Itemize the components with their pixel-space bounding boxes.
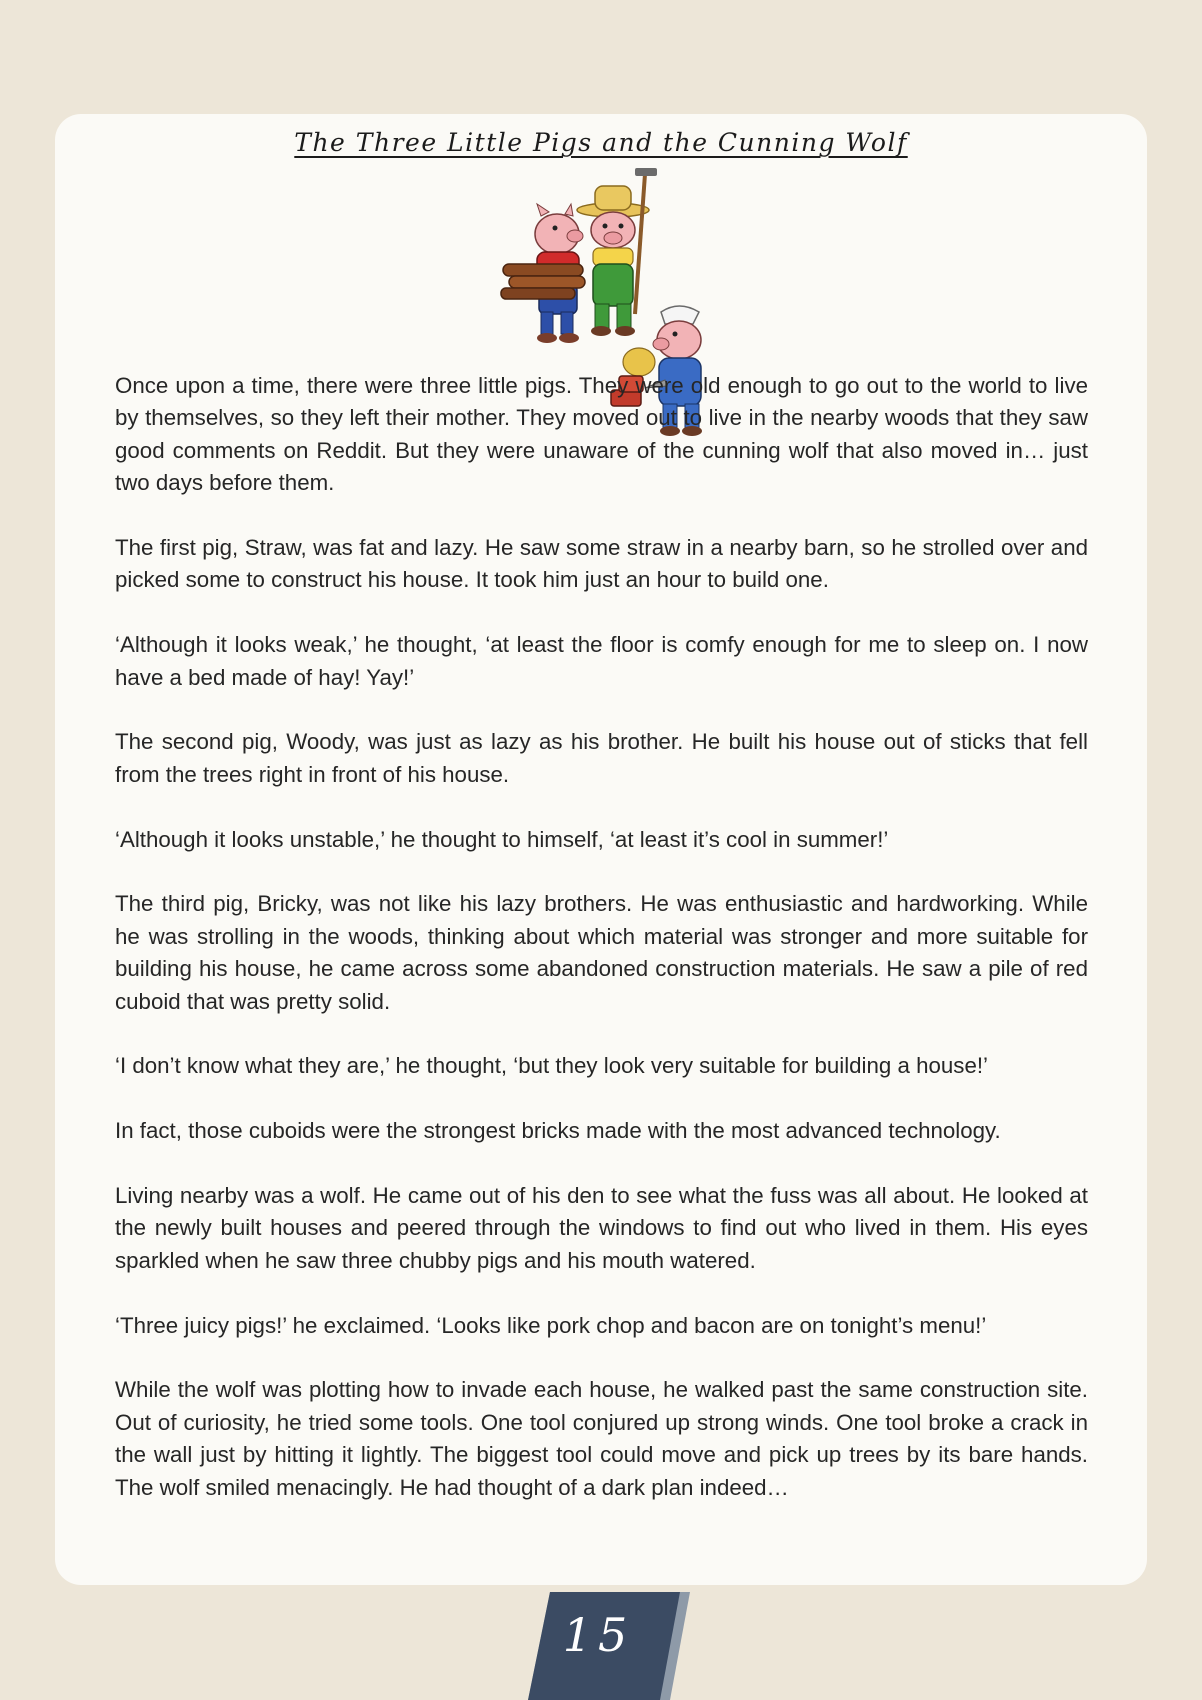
story-paragraph: ‘Three juicy pigs!’ he exclaimed. ‘Looks like pork chop and bacon are on tonight’s menu!’ bbox=[115, 1312, 987, 1338]
story-paragraph: Living nearby was a wolf. He came out of his den to see what the fuss was all about. He looked at the newly built houses and peered through the windows to find out who lived in them. His eyes sparkled when he saw three chubby pigs and his mouth watered. bbox=[115, 1183, 1088, 1273]
story-paragraph: The second pig, Woody, was just as lazy as his brother. He built his house out of sticks that fell from the trees right in front of his house. bbox=[115, 729, 1088, 787]
story-paragraph: The first pig, Straw, was fat and lazy. He saw some straw in a nearby barn, so he strolled over and picked some to construct his house. It took him just an hour to build one. bbox=[115, 535, 1088, 593]
story-paragraph: ‘I don’t know what they are,’ he thought, ‘but they look very suitable for building a house!’ bbox=[115, 1053, 988, 1079]
story-paragraph: In fact, those cuboids were the strongest bricks made with the most advanced technology. bbox=[115, 1118, 1001, 1144]
story-paragraph: ‘Although it looks unstable,’ he thought to himself, ‘at least it’s cool in summer!’ bbox=[115, 826, 889, 852]
pig-straw-icon bbox=[501, 204, 585, 343]
pig-woody-icon bbox=[577, 168, 657, 336]
story-title: The Three Little Pigs and the Cunning Wolf bbox=[294, 128, 908, 157]
story-paragraph: While the wolf was plotting how to invade each house, he walked past the same construction site. Out of curiosity, he tried some tools. One tool conjured up strong winds. One tool broke a crack in the wall just by hitting it lightly. The biggest tool could move and pick up trees by its bare hands. The wolf smiled menacingly. He had thought of a dark plan indeed… bbox=[115, 1377, 1088, 1500]
story-paragraph: ‘Although it looks weak,’ he thought, ‘at least the floor is comfy enough for me to sleep on. I now have a bed made of hay! Yay!’ bbox=[115, 632, 1088, 690]
story-paragraph: The third pig, Bricky, was not like his lazy brothers. He was enthusiastic and hardworking. While he was strolling in the woods, thinking about which material was stronger and more suitable for building his house, he came across some abandoned construction materials. He saw a pile of red cuboid that was pretty solid. bbox=[115, 891, 1088, 1014]
story-card bbox=[55, 114, 1147, 1585]
story-body bbox=[115, 370, 1088, 1536]
story-paragraph: Once upon a time, there were three little pigs. They were old enough to go out to the world to live by themselves, so they left their mother. They moved out to live in the nearby woods that they saw good comments on Reddit. But they were unaware of the cunning wolf that also moved in… just two days before them. bbox=[115, 373, 1088, 496]
page-number: 15 bbox=[562, 1608, 634, 1662]
